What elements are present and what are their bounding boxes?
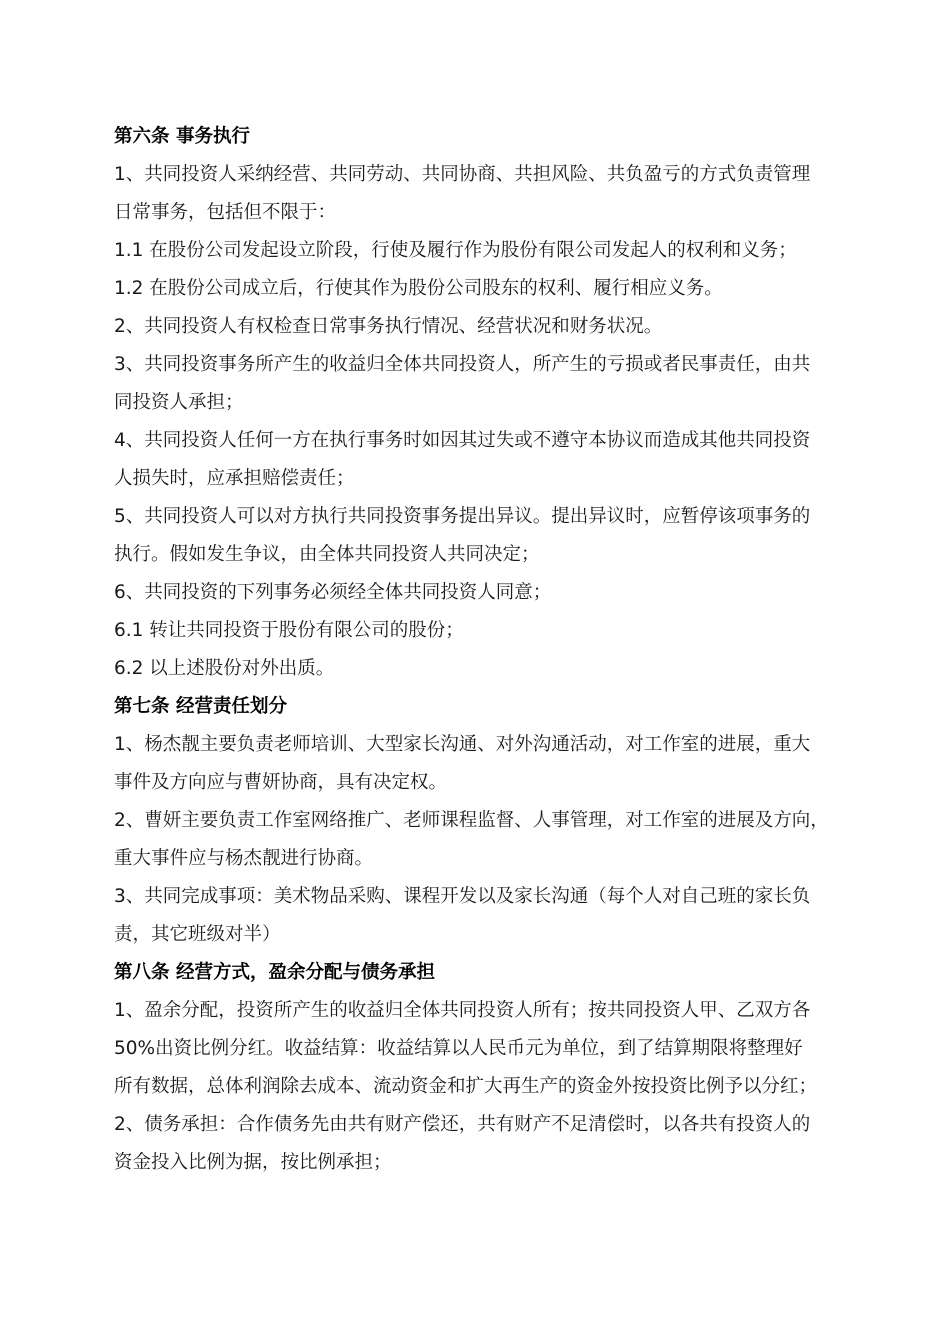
paragraph-line: 6、共同投资的下列事务必须经全体共同投资人同意； [114,582,552,603]
paragraph-line: 重大事件应与杨杰靓进行协商。 [114,848,374,869]
paragraph-line: 2、曹妍主要负责工作室网络推广、老师课程监督、人事管理，对工作室的进展及方向， [114,810,829,831]
paragraph-line: 5、共同投资人可以对方执行共同投资事务提出异议。提出异议时，应暂停该项事务的 [114,506,811,527]
paragraph-line: 资金投入比例为据，按比例承担； [114,1152,392,1173]
paragraph-line: 2、共同投资人有权检查日常事务执行情况、经营状况和财务状况。 [114,316,663,337]
paragraph-line: 1.2 在股份公司成立后，行使其作为股份公司股东的权利、履行相应义务。 [114,278,723,299]
paragraph-line: 日常事务，包括但不限于： [114,202,337,223]
paragraph-line: 责，其它班级对半） [114,924,281,945]
paragraph-line: 事件及方向应与曹妍协商，具有决定权。 [114,772,448,793]
paragraph-line: 50%出资比例分红。收益结算：收益结算以人民币元为单位，到了结算期限将整理好 [114,1038,803,1059]
paragraph-line: 2、债务承担：合作债务先由共有财产偿还，共有财产不足清偿时，以各共有投资人的 [114,1114,811,1135]
paragraph-line: 3、共同完成事项：美术物品采购、课程开发以及家长沟通（每个人对自己班的家长负 [114,886,811,907]
paragraph-line: 6.2 以上述股份对外出质。 [114,658,335,679]
paragraph-line: 1、盈余分配，投资所产生的收益归全体共同投资人所有；按共同投资人甲、乙双方各 [114,1000,811,1021]
paragraph-line: 同投资人承担； [114,392,244,413]
paragraph-line: 1.1 在股份公司发起设立阶段，行使及履行作为股份有限公司发起人的权利和义务； [114,240,797,261]
paragraph-line: 4、共同投资人任何一方在执行事务时如因其过失或不遵守本协议而造成其他共同投资 [114,430,811,451]
paragraph-line: 执行。假如发生争议，由全体共同投资人共同决定； [114,544,540,565]
paragraph-line: 1、共同投资人采纳经营、共同劳动、共同协商、共担风险、共负盈亏的方式负责管理 [114,164,811,185]
section-heading: 第八条 经营方式，盈余分配与债务承担 [114,962,435,983]
document-body [114,118,844,1182]
section-heading: 第七条 经营责任划分 [114,696,287,717]
paragraph-line: 6.1 转让共同投资于股份有限公司的股份； [114,620,464,641]
paragraph-line: 人损失时，应承担赔偿责任； [114,468,355,489]
paragraph-line: 1、杨杰靓主要负责老师培训、大型家长沟通、对外沟通活动，对工作室的进展，重大 [114,734,811,755]
section-heading: 第六条 事务执行 [114,126,250,147]
paragraph-line: 3、共同投资事务所产生的收益归全体共同投资人，所产生的亏损或者民事责任，由共 [114,354,811,375]
paragraph-line: 所有数据，总体利润除去成本、流动资金和扩大再生产的资金外按投资比例予以分红； [114,1076,818,1097]
